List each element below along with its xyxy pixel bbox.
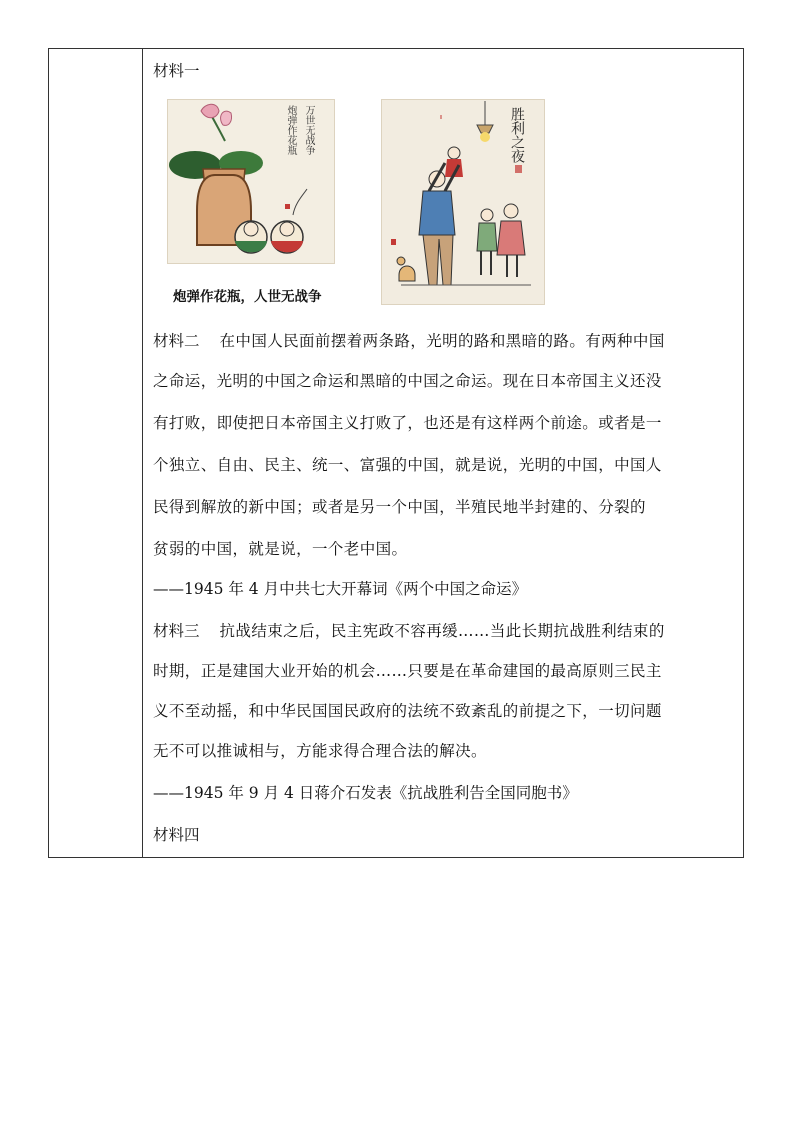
- material3-line-3: 义不至动摇，和中华民国国民政府的法统不致紊乱的前提之下，一切问题: [153, 702, 662, 720]
- inscription-vase-a: 炮弹作花瓶: [285, 105, 296, 155]
- material3-source: ——1945 年 9 月 4 日蒋介石发表《抗战胜利告全国同胞书》: [153, 784, 578, 802]
- material2-line-3: 有打败，即使把日本帝国主义打败了，也还是有这样两个前途。或者是一: [153, 414, 662, 432]
- material2-line-5: 民得到解放的新中国；或者是另一个中国，半殖民地半封建的、分裂的: [153, 498, 646, 516]
- material2-line-1: 材料二 在中国人民面前摆着两条路，光明的路和黑暗的路。有两种中国: [153, 332, 665, 350]
- material4-label: 材料四: [153, 826, 200, 844]
- material2-label: 材料二: [153, 332, 200, 350]
- material3-line-2: 时期，正是建国大业开始的机会……只要是在革命建国的最高原则三民主: [153, 662, 662, 680]
- painting-victory-night: [381, 99, 545, 305]
- table-left-column: [49, 49, 143, 857]
- material3-line-4: 无不可以推诚相与，方能求得合理合法的解决。: [153, 742, 487, 760]
- caption-painting1: 炮弹作花瓶，人世无战争: [173, 289, 322, 305]
- inscription-victory-night-title: 胜利之夜: [509, 107, 525, 163]
- material-table: [48, 48, 744, 858]
- inscription-vase-b: 万世无战争: [303, 105, 314, 155]
- material3-line-1: 材料三 抗战结束之后，民主宪政不容再缓……当此长期抗战胜利结束的: [153, 622, 665, 640]
- material1-label: 材料一: [153, 62, 200, 80]
- material2-source: ——1945 年 4 月中共七大开幕词《两个中国之命运》: [153, 580, 528, 598]
- material2-line-4: 个独立、自由、民主、统一、富强的中国，就是说，光明的中国，中国人: [153, 456, 662, 474]
- material3-label: 材料三: [153, 622, 200, 640]
- painting-vase: [167, 99, 335, 264]
- material2-line-6: 贫弱的中国，就是说，一个老中国。: [153, 540, 408, 558]
- material2-line-2: 之命运，光明的中国之命运和黑暗的中国之命运。现在日本帝国主义还没: [153, 372, 662, 390]
